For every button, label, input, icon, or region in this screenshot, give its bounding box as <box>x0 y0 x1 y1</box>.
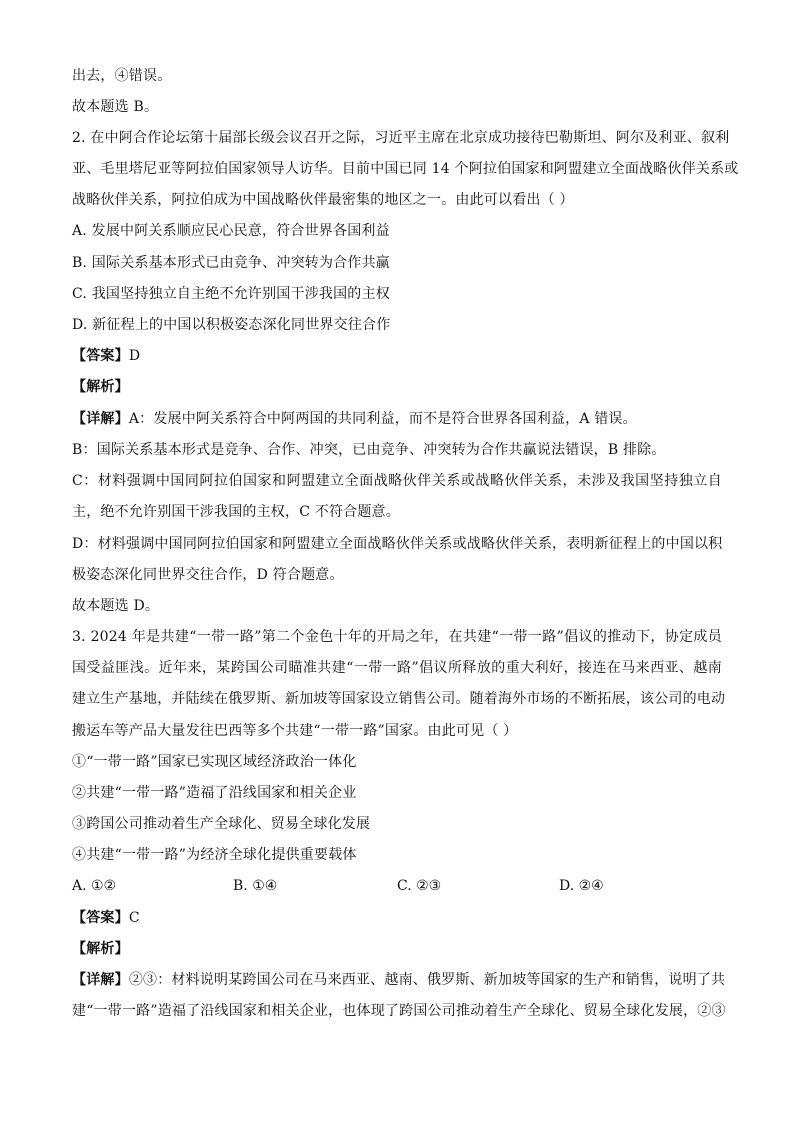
q3-option-d: D. ②④ <box>559 878 604 894</box>
answer-tag: 【答案】 <box>72 910 129 926</box>
q3-detail-line: 建“一带一路”造福了沿线国家和相关企业，也体现了跨国公司推动着生产全球化、贸易全球化发展，②③ <box>72 1003 726 1019</box>
q3-item-3: ③跨国公司推动着生产全球化、贸易全球化发展 <box>72 816 371 832</box>
q2-stem-line: 亚、毛里塔尼亚等阿拉伯国家领导人访华。目前中国已同 14 个阿拉伯国家和阿盟建立全面战略伙伴关系或 <box>72 161 739 177</box>
q2-detail-line: D：材料强调中国同阿拉伯国家和阿盟建立全面战略伙伴关系或战略伙伴关系，表明新征程上的中国以积 <box>72 536 723 552</box>
q3-detail-line <box>72 970 726 990</box>
q3-stem-line: 搬运车等产品大量发往巴西等多个共建“一带一路”国家。由此可见（ ） <box>72 723 518 739</box>
conclusion-line: 故本题选 B。 <box>72 99 159 115</box>
q3-analysis-tag: 【解析】 <box>72 941 129 957</box>
q3-item-4: ④共建“一带一路”为经济全球化提供重要载体 <box>72 847 357 863</box>
q2-answer <box>72 346 140 366</box>
q3-stem-line: 建立生产基地，并陆续在俄罗斯、新加坡等国家设立销售公司。随着海外市场的不断拓展，该公司的电动 <box>72 691 726 707</box>
q3-stem-line: 3. 2024 年是共建“一带一路”第二个金色十年的开局之年，在共建“一带一路”倡议的推动下，协定成员 <box>72 629 722 645</box>
q2-detail-line: B：国际关系基本形式是竞争、合作、冲突，已由竞争、冲突转为合作共赢说法错误，B 排除。 <box>72 442 666 458</box>
detail-tag: 【详解】 <box>72 972 129 988</box>
q3-answer <box>72 908 140 928</box>
detail-text: ②③：材料说明某跨国公司在马来西亚、越南、俄罗斯、新加坡等国家的生产和销售，说明了共 <box>128 972 726 988</box>
q2-option-d: D. 新征程上的中国以积极姿态深化同世界交往合作 <box>72 317 391 333</box>
answer-value: D <box>128 348 141 364</box>
q2-detail-line <box>72 409 637 429</box>
detail-text: A：发展中阿关系符合中阿两国的共同利益，而不是符合世界各国利益，A 错误。 <box>128 411 637 427</box>
q3-option-a: A. ①② <box>72 878 117 894</box>
q2-detail-line: 主，绝不允许别国干涉我国的主权，C 不符合题意。 <box>72 504 400 520</box>
q3-item-2: ②共建“一带一路”造福了沿线国家和相关企业 <box>72 785 357 801</box>
q2-stem-line: 2. 在中阿合作论坛第十届部长级会议召开之际，习近平主席在北京成功接待巴勒斯坦、阿尔及利亚、叙利 <box>72 130 730 146</box>
q2-stem-line: 战略伙伴关系，阿拉伯成为中国战略伙伴最密集的地区之一。由此可以看出（ ） <box>72 192 574 208</box>
text-line: 出去，④错误。 <box>72 68 172 84</box>
detail-tag: 【详解】 <box>72 411 129 427</box>
q2-option-c: C. 我国坚持独立自主绝不允许别国干涉我国的主权 <box>72 286 390 302</box>
answer-value: C <box>128 910 140 926</box>
q2-analysis-tag: 【解析】 <box>72 379 129 395</box>
q3-option-c: C. ②③ <box>397 878 442 894</box>
q2-option-a: A. 发展中阿关系顺应民心民意，符合世界各国利益 <box>72 223 390 239</box>
answer-tag: 【答案】 <box>72 348 129 364</box>
q2-conclusion: 故本题选 D。 <box>72 598 160 614</box>
q2-detail-line: 极姿态深化同世界交往合作，D 符合题意。 <box>72 567 344 583</box>
q3-stem-line: 国受益匪浅。近年来，某跨国公司瞄准共建“一带一路”倡议所释放的重大利好，接连在马来西亚、越南 <box>72 660 722 676</box>
q2-option-b: B. 国际关系基本形式已由竞争、冲突转为合作共赢 <box>72 255 390 271</box>
q3-item-1: ①“一带一路”国家已实现区域经济政治一体化 <box>72 754 357 770</box>
q2-detail-line: C：材料强调中国同阿拉伯国家和阿盟建立全面战略伙伴关系或战略伙伴关系，未涉及我国坚持独立自 <box>72 473 722 489</box>
q3-option-b: B. ①④ <box>233 878 278 894</box>
